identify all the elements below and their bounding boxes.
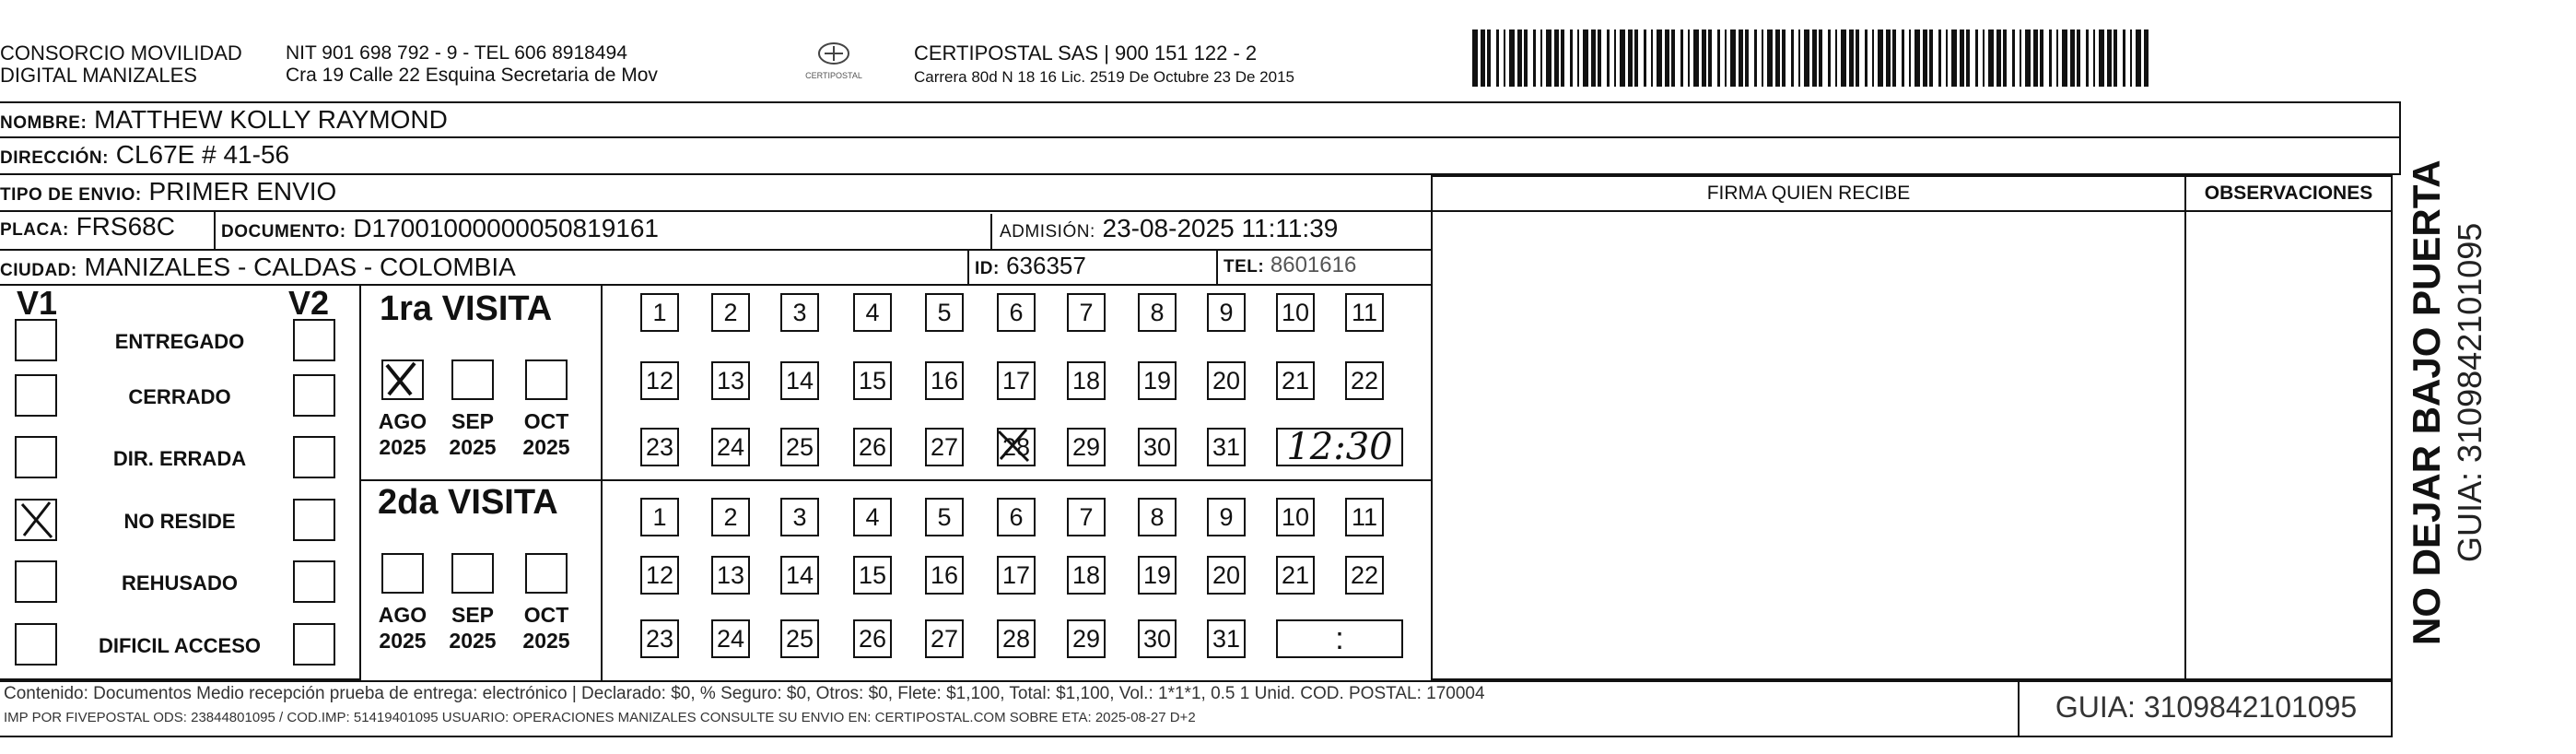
visit-divider: [361, 479, 1431, 481]
barcode-bar: [2107, 29, 2112, 87]
v2-checkbox[interactable]: [293, 560, 335, 603]
id-value: 636357: [1006, 252, 1086, 279]
v1-checkbox[interactable]: [15, 374, 57, 417]
second-visit-day-1[interactable]: 1: [640, 498, 679, 536]
barcode-bar: [2144, 29, 2149, 87]
first-visit-month-checkbox-ago[interactable]: [381, 359, 424, 400]
barcode-bar: [1628, 29, 1633, 87]
barcode-bar: [1657, 29, 1662, 87]
first-visit-day-12[interactable]: 12: [640, 361, 679, 400]
first-visit-year-label: 2025: [522, 435, 570, 459]
barcode-bar: [1775, 29, 1780, 87]
barcode-bar: [2136, 29, 2141, 87]
company-address: Cra 19 Calle 22 Esquina Secretaria de Mov: [286, 65, 658, 86]
signature-label: FIRMA QUIEN RECIBE: [1433, 177, 2184, 212]
first-visit-day-28[interactable]: 28: [997, 428, 1036, 466]
first-visit-day-14[interactable]: 14: [780, 361, 819, 400]
first-visit-day-26[interactable]: 26: [853, 428, 892, 466]
barcode-bar: [2070, 29, 2075, 87]
barcode-bar: [1923, 29, 1927, 87]
barcode-bar: [1620, 29, 1625, 87]
second-visit-day-15[interactable]: 15: [853, 556, 892, 595]
second-visit-day-14[interactable]: 14: [780, 556, 819, 595]
recipient-name-row: [0, 101, 2401, 138]
address-label: DIRECCIÓN:: [0, 148, 109, 168]
v1-checkbox[interactable]: [15, 436, 57, 478]
barcode-bar: [2040, 29, 2043, 87]
first-visit-day-8[interactable]: 8: [1138, 293, 1177, 332]
second-visit-day-5[interactable]: 5: [925, 498, 964, 536]
barcode-bar: [1725, 29, 1727, 87]
first-visit-day-27[interactable]: 27: [925, 428, 964, 466]
tel-label: TEL:: [1224, 257, 1265, 277]
barcode-bar: [1762, 29, 1763, 87]
second-visit-label: 2da VISITA: [378, 483, 558, 522]
barcode-bar: [2003, 29, 2007, 87]
company-name-line1: CONSORCIO MOVILIDAD: [0, 41, 242, 65]
first-visit-day-1[interactable]: 1: [640, 293, 679, 332]
second-visit-month-checkbox-ago[interactable]: [381, 553, 424, 594]
second-visit-day-18[interactable]: 18: [1067, 556, 1106, 595]
first-visit-day-5[interactable]: 5: [925, 293, 964, 332]
first-visit-day-16[interactable]: 16: [925, 361, 964, 400]
barcode-bar: [1791, 29, 1794, 87]
v2-checkbox[interactable]: [293, 623, 335, 666]
certipostal-logo: [802, 41, 866, 80]
city-value: MANIZALES - CALDAS - COLOMBIA: [84, 253, 516, 281]
first-visit-day-30[interactable]: 30: [1138, 428, 1177, 466]
signature-box[interactable]: [1431, 175, 2186, 680]
barcode-bar: [1966, 29, 1970, 87]
barcode-bar: [1717, 29, 1720, 87]
barcode-bar: [1533, 29, 1536, 87]
certipostal-logo-icon: [815, 41, 852, 66]
second-visit-day-13[interactable]: 13: [711, 556, 750, 595]
barcode-bar: [1886, 29, 1891, 87]
barcode-bar: [1614, 29, 1616, 87]
plate-label: PLACA:: [0, 220, 69, 240]
barcode-bar: [1745, 29, 1749, 87]
shipping-type-label: TIPO DE ENVIO:: [0, 185, 142, 205]
second-visit-month-label: OCT: [523, 603, 569, 627]
barcode-bar: [2056, 29, 2058, 87]
document-cell: [221, 214, 659, 243]
footer-meta: IMP POR FIVEPOSTAL ODS: 23844801095 / COD.IMP: 51419401095 USUARIO: OPERACIONES MANIZALES CONSULTE SU ENVIO EN: CERTIPOSTAL.COM SOBRE ETA: 2025-08-27 D+2: [4, 710, 1196, 725]
barcode-bar: [1872, 29, 1874, 87]
barcode-bar: [1975, 29, 1978, 87]
second-visit-year-label: 2025: [449, 629, 497, 653]
barcode-bar: [1819, 29, 1822, 87]
second-visit-year-label: 2025: [522, 629, 570, 653]
barcode-bar: [2020, 29, 2021, 87]
id-cell: [967, 249, 1216, 286]
barcode-bar: [1996, 29, 2001, 87]
admission-label: ADMISIÓN:: [1000, 222, 1095, 242]
status-label: ENTREGADO: [114, 330, 245, 353]
shipping-type-row: [0, 175, 1433, 212]
recipient-address-row: [0, 138, 2401, 175]
tel-value: 8601616: [1270, 253, 1357, 277]
barcode-bar: [1702, 29, 1706, 87]
status-label: DIFICIL ACCESO: [98, 634, 261, 657]
barcode-bar: [1782, 29, 1786, 87]
barcode-bar: [1561, 29, 1564, 87]
barcode-bar: [1909, 29, 1911, 87]
barcode-bar: [2025, 29, 2031, 87]
first-visit-label: 1ra VISITA: [380, 289, 553, 328]
barcode-bar: [1938, 29, 1941, 87]
first-visit-day-18[interactable]: 18: [1067, 361, 1106, 400]
x-mark-icon: [383, 361, 422, 398]
first-visit-month-checkbox-oct[interactable]: [525, 359, 568, 400]
barcode-bar: [1634, 29, 1638, 87]
second-visit-day-8[interactable]: 8: [1138, 498, 1177, 536]
barcode-bar: [1767, 29, 1773, 87]
barcode-bar: [1946, 29, 1948, 87]
v2-checkbox[interactable]: [293, 499, 335, 541]
first-visit-day-19[interactable]: 19: [1138, 361, 1177, 400]
barcode-bar: [1524, 29, 1528, 87]
barcode-bar: [2077, 29, 2080, 87]
first-visit-month-label: OCT: [523, 409, 569, 433]
barcode-bar: [1892, 29, 1896, 87]
first-visit-day-29[interactable]: 29: [1067, 428, 1106, 466]
v1-label: V1: [17, 284, 58, 322]
logo-caption: CERTIPOSTAL: [805, 71, 862, 80]
barcode-bar: [1983, 29, 1985, 87]
barcode-bar: [2062, 29, 2067, 87]
v1-checkbox[interactable]: [15, 319, 57, 361]
v1-checkbox[interactable]: [15, 499, 57, 541]
second-visit-month-checkbox-oct[interactable]: [525, 553, 568, 594]
company-nit: NIT 901 698 792 - 9 - TEL 606 8918494: [286, 42, 627, 64]
second-visit-day-31[interactable]: 31: [1207, 619, 1246, 658]
second-visit-time-box[interactable]: :: [1276, 619, 1403, 658]
barcode-bar: [1856, 29, 1859, 87]
id-label: ID:: [975, 259, 1000, 278]
barcode-bar: [1688, 29, 1690, 87]
shipping-type-value: PRIMER ENVIO: [148, 177, 337, 206]
first-visit-day-22[interactable]: 22: [1345, 361, 1384, 400]
second-visit-day-10[interactable]: 10: [1276, 498, 1315, 536]
barcode: [1472, 29, 2172, 90]
barcode-bar: [1665, 29, 1669, 87]
barcode-bar: [1546, 29, 1551, 87]
first-visit-year-label: 2025: [379, 435, 427, 459]
second-visit-day-20[interactable]: 20: [1207, 556, 1246, 595]
first-visit-day-15[interactable]: 15: [853, 361, 892, 400]
barcode-bar: [1929, 29, 1933, 87]
first-visit-day-25[interactable]: 25: [780, 428, 819, 466]
status-label: CERRADO: [128, 385, 231, 408]
carrier-license: Carrera 80d N 18 16 Lic. 2519 De Octubre 23 De 2015: [914, 68, 1294, 86]
first-visit-day-7[interactable]: 7: [1067, 293, 1106, 332]
barcode-bar: [1739, 29, 1743, 87]
barcode-bar: [1577, 29, 1579, 87]
no-dejar-warning: NO DEJAR BAJO PUERTA: [2405, 159, 2448, 645]
v2-checkbox[interactable]: [293, 374, 335, 417]
admission-cell: [990, 214, 1433, 251]
barcode-bar: [1554, 29, 1559, 87]
second-visit-month-label: SEP: [451, 603, 495, 627]
v1-checkbox[interactable]: [15, 623, 57, 666]
second-visit-day-2[interactable]: 2: [711, 498, 750, 536]
first-visit-month-label: SEP: [451, 409, 495, 433]
side-guia: GUIA: 3109842101095: [2451, 222, 2488, 562]
name-value: MATTHEW KOLLY RAYMOND: [94, 105, 448, 134]
first-visit-time-box[interactable]: 12:30: [1276, 428, 1403, 466]
barcode-bar: [2012, 29, 2015, 87]
barcode-bar: [1607, 29, 1610, 87]
second-visit-day-22[interactable]: 22: [1345, 556, 1384, 595]
v1-checkbox[interactable]: [15, 560, 57, 603]
second-visit-day-27[interactable]: 27: [925, 619, 964, 658]
first-visit-day-31[interactable]: 31: [1207, 428, 1246, 466]
second-visit-day-11[interactable]: 11: [1345, 498, 1384, 536]
barcode-bar: [1914, 29, 1920, 87]
barcode-bar: [1651, 29, 1653, 87]
barcode-bar: [1481, 29, 1485, 87]
barcode-bar: [2123, 29, 2125, 87]
barcode-bar: [1841, 29, 1846, 87]
footer-content: Contenido: Documentos Medio recepción prueba de entrega: electrónico | Declarado: $0, % Seguro: $0, Otros: $0, Flete: $1,100, Total: $1,100, Vol.: 1*1*1, 0.5 1 Unid. COD. POSTAL: 170004: [4, 684, 1485, 703]
barcode-bar: [1517, 29, 1522, 87]
first-visit-day-17[interactable]: 17: [997, 361, 1036, 400]
second-visit-day-17[interactable]: 17: [997, 556, 1036, 595]
second-visit-day-25[interactable]: 25: [780, 619, 819, 658]
first-visit-day-24[interactable]: 24: [711, 428, 750, 466]
first-visit-day-23[interactable]: 23: [640, 428, 679, 466]
status-label: DIR. ERRADA: [112, 447, 247, 470]
barcode-bar: [1835, 29, 1837, 87]
first-visit-day-10[interactable]: 10: [1276, 293, 1315, 332]
barcode-bar: [1988, 29, 1994, 87]
second-visit-day-21[interactable]: 21: [1276, 556, 1315, 595]
barcode-bar: [1865, 29, 1868, 87]
second-visit-day-29[interactable]: 29: [1067, 619, 1106, 658]
tel-cell: [1216, 249, 1433, 286]
barcode-bar: [1487, 29, 1491, 87]
address-value: CL67E # 41-56: [115, 140, 290, 169]
admission-value: 23-08-2025 11:11:39: [1102, 214, 1339, 242]
barcode-bar: [1598, 29, 1601, 87]
first-visit-day-3[interactable]: 3: [780, 293, 819, 332]
document-label: DOCUMENTO:: [221, 222, 346, 242]
second-visit-day-19[interactable]: 19: [1138, 556, 1177, 595]
company-name-line2: DIGITAL MANIZALES: [0, 64, 197, 87]
first-visit-month-checkbox-sep[interactable]: [451, 359, 494, 400]
second-visit-day-30[interactable]: 30: [1138, 619, 1177, 658]
first-visit-month-label: AGO: [378, 409, 427, 433]
city-label: CIUDAD:: [0, 261, 77, 280]
second-visit-day-4[interactable]: 4: [853, 498, 892, 536]
barcode-bar: [1509, 29, 1515, 87]
barcode-bar: [1849, 29, 1854, 87]
first-visit-day-9[interactable]: 9: [1207, 293, 1246, 332]
document-value: D17001000000050819161: [353, 214, 659, 242]
plate-value: FRS68C: [76, 212, 175, 241]
v2-checkbox[interactable]: [293, 436, 335, 478]
first-visit-day-21[interactable]: 21: [1276, 361, 1315, 400]
barcode-bar: [1804, 29, 1809, 87]
name-label: NOMBRE:: [0, 113, 88, 133]
barcode-bar: [1680, 29, 1683, 87]
barcode-bar: [1671, 29, 1675, 87]
first-visit-day-6[interactable]: 6: [997, 293, 1036, 332]
barcode-bar: [1540, 29, 1542, 87]
barcode-bar: [1812, 29, 1817, 87]
second-visit-day-12[interactable]: 12: [640, 556, 679, 595]
barcode-bar: [1754, 29, 1757, 87]
barcode-bar: [2099, 29, 2104, 87]
status-label: REHUSADO: [122, 571, 238, 595]
v2-checkbox[interactable]: [293, 319, 335, 361]
barcode-bar: [2086, 29, 2089, 87]
barcode-bar: [1583, 29, 1588, 87]
first-visit-year-label: 2025: [449, 435, 497, 459]
second-visit-day-26[interactable]: 26: [853, 619, 892, 658]
barcode-bar: [2049, 29, 2052, 87]
barcode-bar: [1472, 29, 1478, 87]
barcode-bar: [1504, 29, 1505, 87]
guia-box: GUIA: 3109842101095: [2018, 680, 2393, 737]
barcode-bar: [1828, 29, 1831, 87]
barcode-bar: [1798, 29, 1800, 87]
second-visit-month-label: AGO: [378, 603, 427, 627]
barcode-bar: [2130, 29, 2132, 87]
second-visit-day-24[interactable]: 24: [711, 619, 750, 658]
carrier-name: CERTIPOSTAL SAS | 900 151 122 - 2: [914, 41, 1258, 65]
barcode-bar: [1960, 29, 1964, 87]
barcode-bar: [2093, 29, 2095, 87]
observations-label: OBSERVACIONES: [2186, 177, 2391, 212]
barcode-bar: [1730, 29, 1736, 87]
barcode-bar: [1708, 29, 1712, 87]
barcode-bar: [1496, 29, 1499, 87]
observations-box[interactable]: [2184, 175, 2393, 680]
first-visit-day-20[interactable]: 20: [1207, 361, 1246, 400]
v2-label: V2: [288, 284, 330, 322]
barcode-bar: [1951, 29, 1957, 87]
barcode-bar: [1878, 29, 1883, 87]
barcode-bar: [2033, 29, 2038, 87]
barcode-bar: [1902, 29, 1904, 87]
status-label: NO RESIDE: [123, 510, 236, 533]
plate-divider: [214, 210, 216, 251]
second-visit-day-23[interactable]: 23: [640, 619, 679, 658]
second-visit-day-6[interactable]: 6: [997, 498, 1036, 536]
second-visit-day-3[interactable]: 3: [780, 498, 819, 536]
first-visit-day-4[interactable]: 4: [853, 293, 892, 332]
second-visit-day-7[interactable]: 7: [1067, 498, 1106, 536]
first-visit-day-11[interactable]: 11: [1345, 293, 1384, 332]
second-visit-day-28[interactable]: 28: [997, 619, 1036, 658]
first-visit-day-13[interactable]: 13: [711, 361, 750, 400]
barcode-bar: [1591, 29, 1596, 87]
second-visit-month-checkbox-sep[interactable]: [451, 553, 494, 594]
second-visit-day-16[interactable]: 16: [925, 556, 964, 595]
second-visit-year-label: 2025: [379, 629, 427, 653]
barcode-bar: [1693, 29, 1699, 87]
first-visit-day-2[interactable]: 2: [711, 293, 750, 332]
x-mark-icon: [17, 501, 55, 539]
barcode-bar: [1644, 29, 1646, 87]
barcode-bar: [2113, 29, 2117, 87]
second-visit-day-9[interactable]: 9: [1207, 498, 1246, 536]
barcode-bar: [1570, 29, 1573, 87]
